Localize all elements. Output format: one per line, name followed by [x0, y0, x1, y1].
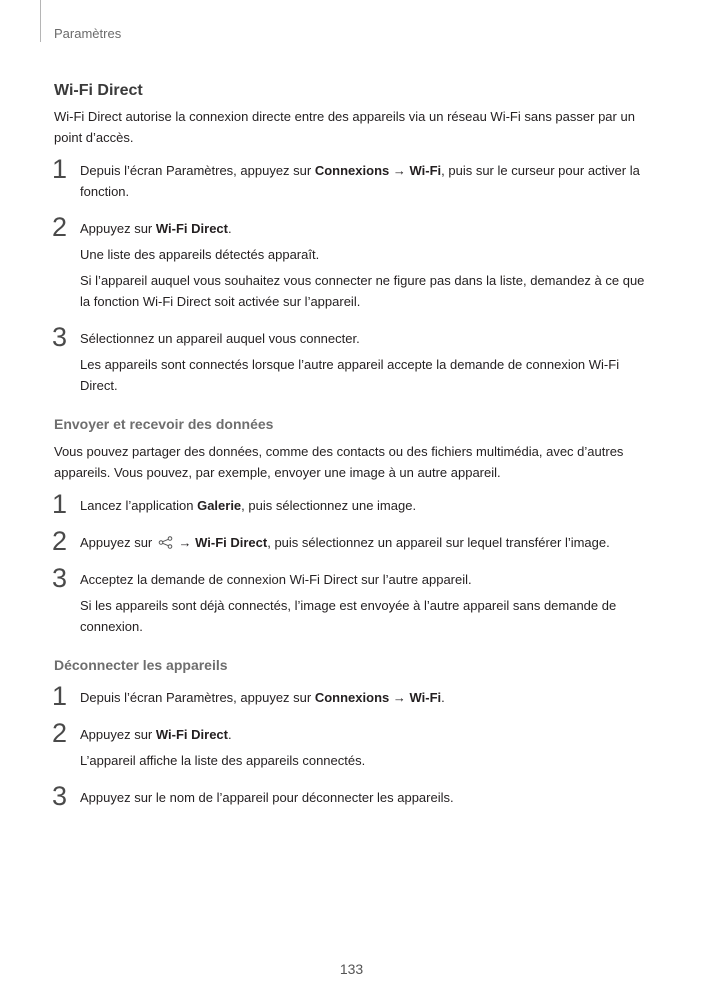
header-label: Paramètres: [54, 26, 122, 41]
menu-term: Connexions: [314, 163, 390, 178]
arrow-separator: →: [389, 163, 410, 178]
step-number: 1: [52, 681, 68, 711]
menu-term: Wi-Fi Direct: [195, 535, 268, 550]
step-list: [52, 489, 654, 637]
step-item: [52, 322, 654, 396]
step-text-part: Appuyez sur: [80, 535, 156, 550]
step-item: [52, 526, 654, 556]
step-text: [80, 495, 654, 516]
step-item: [52, 781, 654, 811]
section-disconnect: [52, 657, 654, 811]
step-note: Si l’appareil auquel vous souhaitez vous connecter ne figure pas dans la liste, demandez à ce que la fonction Wi-Fi Direct soit activée sur l’appareil.: [80, 273, 645, 309]
step-list: [52, 681, 654, 811]
share-icon: [158, 536, 173, 549]
step-item: [52, 563, 654, 637]
arrow-separator: →: [389, 690, 410, 705]
section-subtitle: Envoyer et recevoir des données: [54, 416, 274, 432]
section-intro: Vous pouvez partager des données, comme des contacts ou des fichiers multimédia, avec d’autres appareils. Vous pouvez, par exemple, envoyer une image à un autre appareil.: [54, 444, 624, 480]
section-wifi-direct: [54, 82, 654, 396]
step-number: 3: [52, 563, 68, 593]
step-number: 2: [52, 718, 68, 748]
arrow-separator: →: [174, 535, 196, 550]
section-intro: Wi-Fi Direct autorise la connexion directe entre des appareils via un réseau Wi-Fi sans passer par un point d’accès.: [54, 109, 635, 145]
step-note: Une liste des appareils détectés apparaît.: [80, 247, 320, 262]
step-note: Si les appareils sont déjà connectés, l’image est envoyée à l’autre appareil sans demande de connexion.: [80, 598, 617, 634]
header-rule: [40, 0, 41, 42]
menu-term: Wi-Fi: [409, 690, 442, 705]
app-name: Galerie: [197, 498, 242, 513]
step-item: [52, 154, 654, 202]
section-subtitle: Déconnecter les appareils: [54, 657, 228, 673]
page-number: 133: [339, 961, 364, 977]
step-text-part: , puis sélectionnez un appareil sur lequel transférer l’image.: [267, 535, 610, 550]
step-text-part: , puis sélectionnez une image.: [241, 498, 417, 513]
step-text: [80, 724, 654, 745]
step-text: Appuyez sur le nom de l’appareil pour déconnecter les appareils.: [80, 790, 454, 805]
step-text: [80, 687, 654, 708]
step-list: [52, 154, 654, 396]
step-text-part: Appuyez sur: [80, 221, 156, 236]
page-content: [54, 82, 654, 824]
step-text-part: .: [441, 690, 445, 705]
step-note: L’appareil affiche la liste des appareils connectés.: [80, 753, 366, 768]
step-number: 1: [52, 489, 68, 519]
step-note: Les appareils sont connectés lorsque l’autre appareil accepte la demande de connexion Wi-Fi Direct.: [80, 357, 620, 393]
step-text-part: Appuyez sur: [80, 727, 156, 742]
step-item: [52, 718, 654, 771]
step-text-part: Lancez l’application: [80, 498, 198, 513]
step-text-part: Depuis l’écran Paramètres, appuyez sur: [80, 163, 315, 178]
step-text: [80, 160, 654, 202]
step-text: [80, 218, 654, 239]
step-item: [52, 489, 654, 519]
step-number: 1: [52, 154, 68, 184]
section-title: Wi-Fi Direct: [54, 82, 143, 99]
menu-term: Wi-Fi: [409, 163, 442, 178]
menu-term: Wi-Fi Direct: [155, 727, 228, 742]
step-text: Acceptez la demande de connexion Wi-Fi Direct sur l’autre appareil.: [80, 572, 472, 587]
step-number: 3: [52, 781, 68, 811]
step-text: [80, 532, 654, 553]
step-item: [52, 681, 654, 711]
step-text-part: , puis sur le curseur pour activer la fonction.: [80, 163, 640, 199]
step-text-part: .: [227, 727, 232, 742]
menu-term: Connexions: [314, 690, 390, 705]
step-number: 2: [52, 212, 68, 242]
step-number: 3: [52, 322, 68, 352]
step-number: 2: [52, 526, 68, 556]
step-text-part: .: [227, 221, 232, 236]
menu-term: Wi-Fi Direct: [155, 221, 228, 236]
step-item: [52, 212, 654, 312]
step-text: Sélectionnez un appareil auquel vous connecter.: [80, 331, 360, 346]
section-send-receive: [54, 416, 654, 637]
step-text-part: Depuis l’écran Paramètres, appuyez sur: [80, 690, 315, 705]
